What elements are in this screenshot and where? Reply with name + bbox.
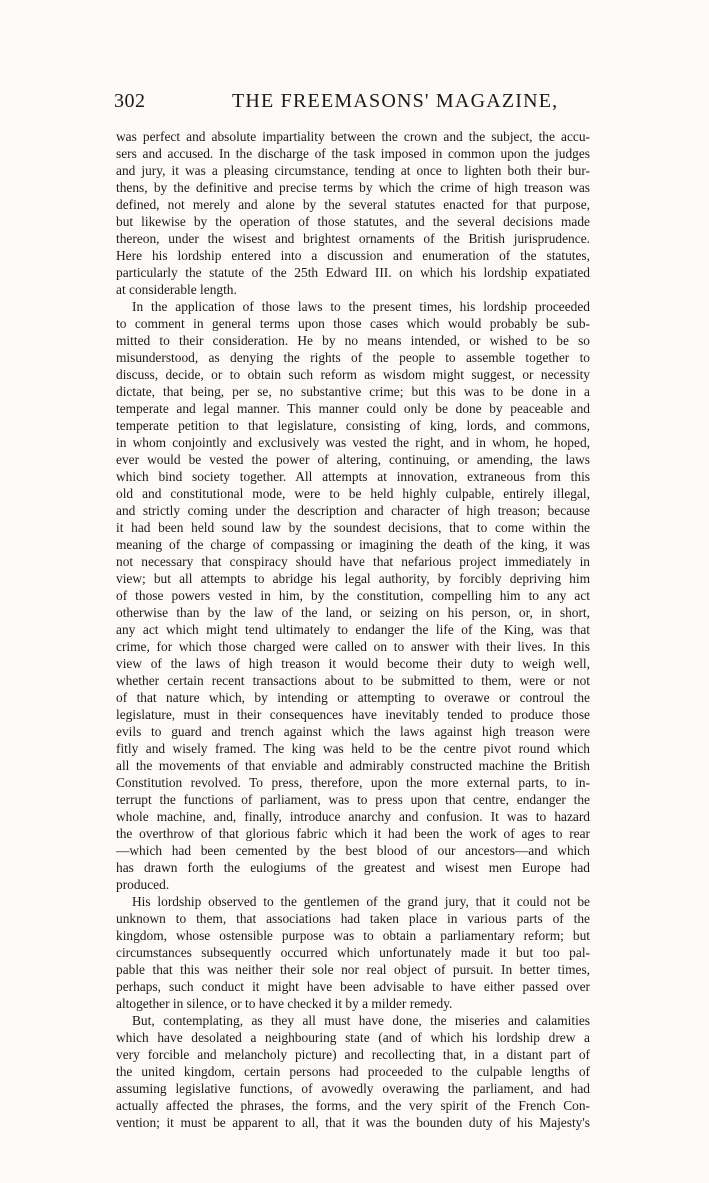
text-line: particularly the statute of the 25th Edward III. on which his lordship expatiated	[116, 265, 590, 280]
text-line: pable that this was neither their sole nor real object of pursuit. In better times,	[116, 962, 590, 977]
text-line: whole machine, and, finally, introduce anarchy and confusion. It was to hazard	[116, 809, 590, 824]
text-line: but likewise by the operation of those statutes, and the several decisions made	[116, 214, 590, 229]
text-line: evils to guard and trench against which the laws against high treason were	[116, 724, 590, 739]
text-line: actually affected the phrases, the forms, and the very spirit of the French Con-	[116, 1098, 590, 1113]
text-line: to comment in general terms upon those cases which would probably be sub-	[116, 316, 590, 331]
text-line: dictate, that being, per se, no substantive crime; but this was to be done in a	[116, 384, 590, 399]
text-line: and jury, it was a pleasing circumstance, tending at once to lighten both their bur-	[116, 163, 590, 178]
running-title: THE FREEMASONS' MAGAZINE,	[232, 90, 559, 112]
text-line: very forcible and melancholy picture) and recollecting that, in a distant part of	[116, 1047, 590, 1062]
text-line: fitly and wisely framed. The king was held to be the centre pivot round which	[116, 741, 590, 756]
text-line: crime, for which those charged were called on to answer with their lives. In this	[116, 639, 590, 654]
text-line: the overthrow of that glorious fabric which it had been the work of ages to rear	[116, 826, 590, 841]
text-line: circumstances subsequently occurred which unfortunately made it but too pal-	[116, 945, 590, 960]
text-line: it had been held sound law by the soundest decisions, that to come within the	[116, 520, 590, 535]
text-line: temperate and legal manner. This manner could only be done by peaceable and	[116, 401, 590, 416]
text-line: kingdom, whose ostensible purpose was to obtain a parliamentary reform; but	[116, 928, 590, 943]
text-line: was perfect and absolute impartiality between the crown and the subject, the accu-	[116, 129, 590, 144]
text-line: at considerable length.	[116, 282, 237, 297]
text-line: Here his lordship entered into a discussion and enumeration of the statutes,	[116, 248, 590, 263]
text-line: in whom conjointly and exclusively was vested the right, and in whom, he hoped,	[116, 435, 590, 450]
text-line: which bind society together. All attempts at innovation, extraneous from this	[116, 469, 590, 484]
running-head	[114, 90, 584, 120]
text-line: assuming legislative functions, of avowedly overawing the parliament, and had	[116, 1081, 590, 1096]
text-line: the united kingdom, certain persons had proceeded to the culpable lengths of	[116, 1064, 590, 1079]
text-line: any act which might tend ultimately to endanger the life of the King, was that	[116, 622, 590, 637]
text-line: discuss, decide, or to obtain such reform as wisdom might suggest, or necessity	[116, 367, 590, 382]
text-line: unknown to them, that associations had taken place in various parts of the	[116, 911, 590, 926]
text-line: otherwise than by the law of the land, or seizing on his person, or, in short,	[116, 605, 590, 620]
text-line: vention; it must be apparent to all, that it was the bounden duty of his Majesty's	[116, 1115, 590, 1130]
text-line: of that nature which, by intending or attempting to overawe or controul the	[116, 690, 590, 705]
text-line: of those powers vested in him, by the constitution, compelling him to any act	[116, 588, 590, 603]
body-text	[116, 128, 590, 1131]
text-line: has drawn forth the eulogiums of the greatest and wisest men Europe had	[116, 860, 590, 875]
text-line: —which had been cemented by the best blood of our ancestors—and which	[116, 843, 590, 858]
text-line: Constitution revolved. To press, therefore, upon the more external parts, to in-	[116, 775, 590, 790]
text-line: In the application of those laws to the present times, his lordship proceeded	[132, 299, 590, 314]
text-line: thens, by the definitive and precise terms by which the crime of high treason was	[116, 180, 590, 195]
text-line: thereon, under the wisest and brightest ornaments of the British jurisprudence.	[116, 231, 590, 246]
text-line: temperate petition to that legislature, consisting of king, lords, and commons,	[116, 418, 590, 433]
text-line: meaning of the charge of compassing or imagining the death of the king, it was	[116, 537, 590, 552]
text-line: legislature, must in their consequences have inevitably tended to produce those	[116, 707, 590, 722]
text-line: But, contemplating, as they all must have done, the miseries and calamities	[132, 1013, 590, 1028]
text-line: all the movements of that enviable and admirably constructed machine the British	[116, 758, 590, 773]
text-line: terrupt the functions of parliament, was to press upon that centre, endanger the	[116, 792, 590, 807]
text-line: altogether in silence, or to have checked it by a milder remedy.	[116, 996, 453, 1011]
text-line: and strictly coming under the description and character of high treason; because	[116, 503, 590, 518]
text-line: defined, not merely and alone by the several statutes enacted for that purpose,	[116, 197, 590, 212]
text-line: view of the laws of high treason it would become their duty to weigh well,	[116, 656, 590, 671]
text-line: old and constitutional mode, were to be held highly culpable, entirely illegal,	[116, 486, 590, 501]
text-line: whether certain recent transactions about to be submitted to them, were or not	[116, 673, 590, 688]
page-number: 302	[114, 90, 146, 112]
text-line: perhaps, such conduct it might have been advisable to have either passed over	[116, 979, 590, 994]
text-line: misunderstood, as denying the rights of the people to assemble together to	[116, 350, 590, 365]
text-line: which have desolated a neighbouring state (and of which his lordship drew a	[116, 1030, 590, 1045]
text-line: produced.	[116, 877, 170, 892]
text-line: not necessary that conspiracy should have that nefarious project immediately in	[116, 554, 590, 569]
text-line: His lordship observed to the gentlemen of the grand jury, that it could not be	[132, 894, 590, 909]
text-line: mitted to their consideration. He by no means intended, or wished to be so	[116, 333, 590, 348]
text-line: ever would be vested the power of altering, continuing, or amending, the laws	[116, 452, 590, 467]
text-line: sers and accused. In the discharge of the task imposed in common upon the judges	[116, 146, 590, 161]
text-line: view; but all attempts to abridge his legal authority, by forcibly depriving him	[116, 571, 590, 586]
